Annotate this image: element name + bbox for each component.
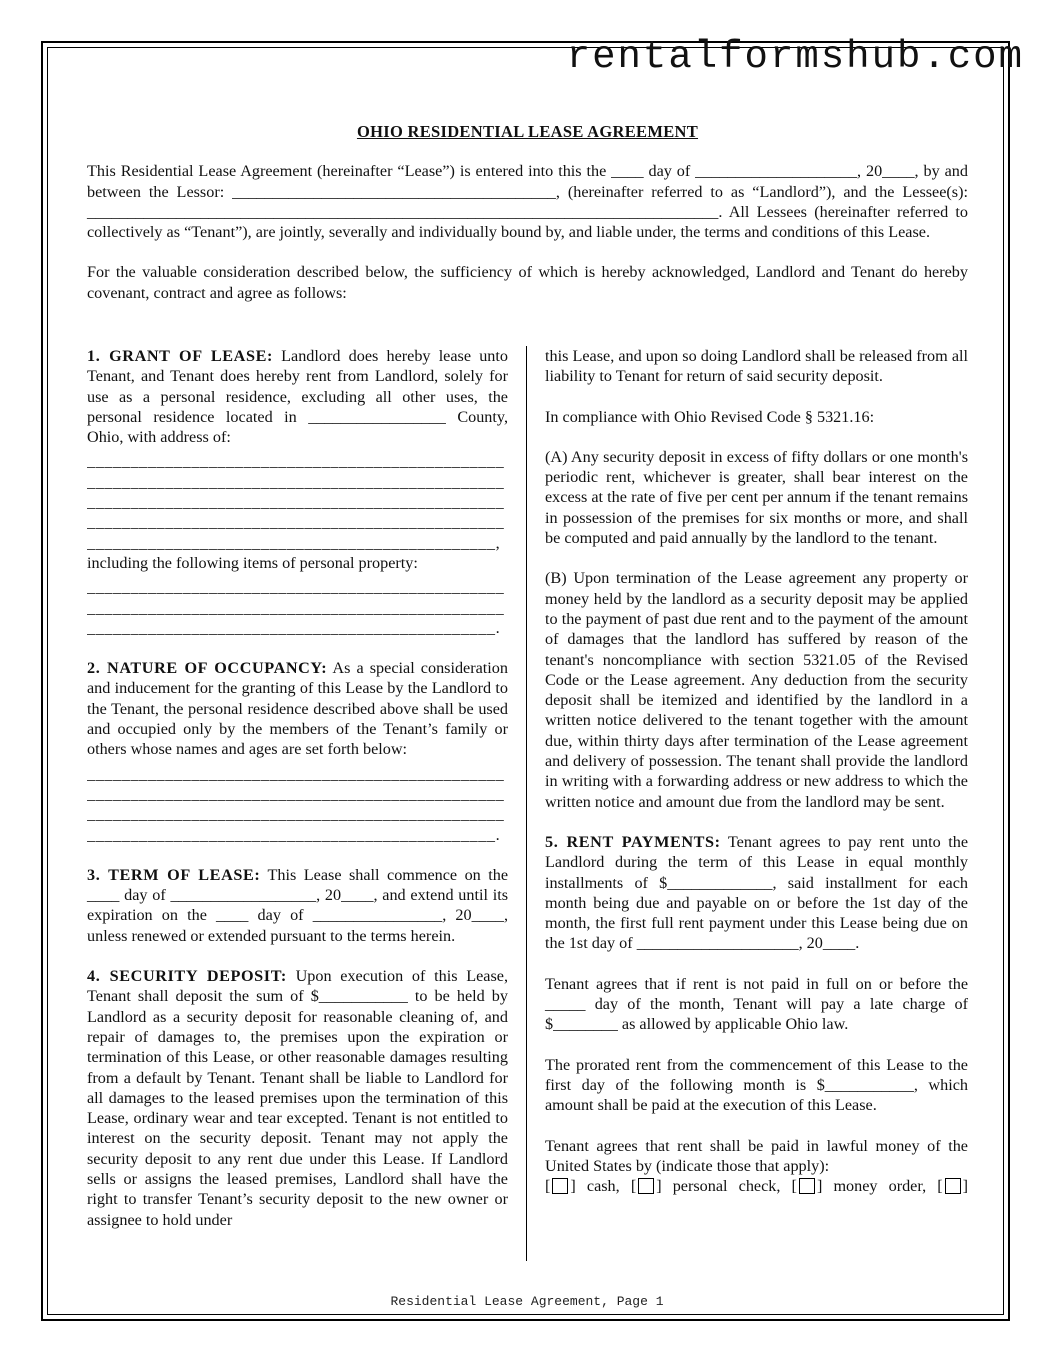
section-3-text: This Lease shall commence on the ____ day of __________________, 20____, and extend until its expiration on the ____ day of ________________, 20____, unless renewed or extended pursuant to the terms herein. [87,865,509,945]
document-header [87,122,968,303]
document-title: OHIO RESIDENTIAL LEASE AGREEMENT [356,122,699,141]
section-5-text: Tenant agrees to pay rent unto the Landlord during the term of this Lease in equal monthly installments of $_____________, said installment for each month being due and payable on or before the 1st day of the month, the first full rent payment under this Lease being due on the 1st day of ____________________, 20____. [545,832,969,953]
section-4-text: Upon execution of this Lease, Tenant shall deposit the sum of $___________ to be held by Landlord as a security deposit for reasonable cleaning of, and repair of damages to, the premises upon the expiration or termination of this Lease, or other reasonable damages resulting from a default by Tenant. Tenant shall be liable to Landlord for all damages to the leased premises upon the termination of this Lease, ordinary wear and tear excepted. Tenant is not entitled to interest on the security deposit. Tenant may not apply the security deposit to any rent due under this Lease. If Landlord sells or assigns the leased premises, Landlord shall have the right to transfer Tenant’s security deposit to the new owner or assignee to hold under [87,967,508,1229]
section-rent-payments [545,832,968,954]
section-term-of-lease [87,865,508,946]
section-nature-of-occupancy [87,658,508,759]
personal-property-line[interactable]: ________________________________________________ [87,598,505,617]
section-1-text: Landlord does hereby lease unto Tenant, and Tenant does hereby rent from Landlord, solely for use as a personal residence, excluding all other uses, the personal residence located in _________________ County, Ohio, with address of: [87,347,508,447]
column-divider [526,346,527,1261]
section-2-heading: 2. NATURE OF OCCUPANCY: [87,659,328,678]
section-2-text: As a special consideration and inducement for the granting of this Lease by the Landlord to the Tenant, the personal residence described above shall be used and occupied only by the members of the Tenant’s family or others whose names and ages are set forth below: [87,659,508,759]
left-column [87,346,508,1230]
address-line[interactable]: ________________________________________________ [87,513,505,532]
address-line[interactable]: ________________________________________________ [87,472,505,491]
personal-property-line[interactable]: _______________________________________________. [87,618,501,637]
section-grant-of-lease [87,346,508,447]
ohio-code-clause-b: (B) Upon termination of the Lease agreement any property or money held by the landlord as a security deposit may be applied to the payment of past due rent and to the payment of the amount of damages that the landlord has suffered by reason of the tenant's noncompliance with section 5321.05 of the Revised Code or the Lease agreement. Any deduction from the security deposit shall be itemized and identified by the landlord in a written notice delivered to the tenant together with the amount due, within thirty days after termination of the Lease agreement and delivery of possession. The tenant shall provide the landlord in writing with a forwarding address or new address to which the written notice and amount due from the landlord may be sent. [545,569,968,811]
late-charge-paragraph: Tenant agrees that if rent is not paid in full on or before the _____ day of the month, Tenant will pay a late charge of $________ as allowed by applicable Ohio law. [545,974,968,1034]
ohio-code-clause-a: (A) Any security deposit in excess of fifty dollars or one month's periodic rent, whichever is greater, shall bear interest on the excess at the rate of five per cent per annum if the tenant remains in possession of the premises for six months or more, and shall be computed and paid annually by the landlord to the tenant. [545,447,968,548]
payment-method-options [545,1176,968,1196]
section-3-heading: 3. TERM OF LEASE: [87,865,261,884]
section-5-heading: 5. RENT PAYMENTS: [545,832,721,851]
security-deposit-continued: this Lease, and upon so doing Landlord shall be released from all liability to Tenant for return of said security deposit. [545,347,968,386]
section-1-heading: 1. GRANT OF LEASE: [87,347,273,365]
occupant-line[interactable]: ________________________________________________ [87,764,505,783]
checkbox-icon[interactable] [799,1178,815,1194]
ohio-code-compliance: In compliance with Ohio Revised Code § 5321.16: [545,407,875,426]
checkbox-icon[interactable] [552,1178,568,1194]
payment-option-label: personal check, [672,1177,781,1196]
payment-option-next[interactable]: [ ] [937,1177,969,1196]
consideration-paragraph: For the valuable consideration described below, the sufficiency of which is hereby acknowledged, Landlord and Tenant do hereby covenant, contract and agree as follows: [87,263,968,302]
payment-option-label: cash, [586,1177,620,1196]
prorated-rent-paragraph: The prorated rent from the commencement of this Lease to the first day of the following month is $___________, which amount shall be paid at the execution of this Lease. [545,1055,968,1115]
section-4-heading: 4. SECURITY DEPOSIT: [87,967,287,986]
two-column-body [87,346,968,1261]
personal-property-intro: including the following items of personal property: [87,553,418,572]
personal-property-line[interactable]: ________________________________________________ [87,578,505,597]
checkbox-icon[interactable] [945,1178,961,1194]
address-line[interactable]: _______________________________________________, [87,533,501,552]
occupant-line[interactable]: _______________________________________________. [87,825,501,844]
checkbox-icon[interactable] [638,1178,654,1194]
section-security-deposit [87,966,508,1230]
payment-option-cash[interactable]: [ ] cash, [545,1177,620,1196]
payment-option-label: money order, [833,1177,927,1196]
payment-option-money-order[interactable]: [ ] money order, [791,1177,927,1196]
address-line[interactable]: ________________________________________________ [87,452,505,471]
payment-method-paragraph: Tenant agrees that rent shall be paid in lawful money of the United States by (indicate those that apply): [545,1136,968,1175]
occupant-line[interactable]: ________________________________________________ [87,805,505,824]
intro-paragraph: This Residential Lease Agreement (hereinafter “Lease”) is entered into this the ____ day of ____________________, 20____, by and between the Lessor: ________________________________________, (hereinafter referred to as “Landlord”), and the Lessee(s): ______________________________________________________________________________. All Lessees (hereinafter referred to collectively as “Tenant”), are jointly, severally and individually bound by, and liable under, the terms and conditions of this Lease. [87,162,968,242]
page-footer: Residential Lease Agreement, Page 1 [390,1294,664,1309]
right-column [545,346,968,1196]
watermark: rentalformshub.com [566,35,1024,79]
occupant-line[interactable]: ________________________________________________ [87,784,505,803]
payment-option-personal-check[interactable]: [ ] personal check, [630,1177,781,1196]
address-line[interactable]: ________________________________________________ [87,493,505,512]
